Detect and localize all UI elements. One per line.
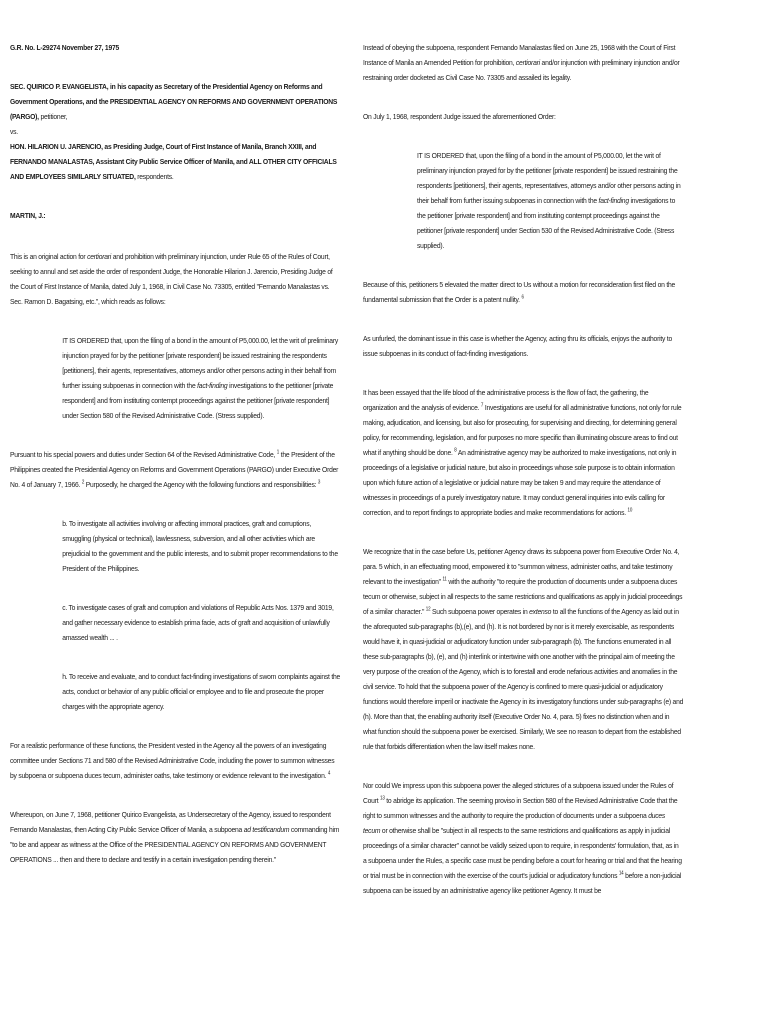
text-run: This is an original action for [10, 252, 88, 261]
footnote-ref[interactable]: 14 [618, 870, 624, 877]
paragraph [10, 249, 340, 309]
right-column [363, 40, 683, 922]
text-run: the President of the Philippines created the Presidential Agency on Reforms and Government Operations (PARGO) under Executive Order No. 4 of January 7, 1966. [10, 450, 339, 489]
ponente: MARTIN, J.: [10, 211, 46, 220]
text-run: or otherwise shall be "subject in all respects to the same restrictions and qualifications as apply in judicial proceedings of a similar character" cannot be validly seized upon to require, in respondents' formulation, that, as in a subpoena under the Rules, a specific case must be pending before a court for hearing or trial and that the hearing or trial must be in connection with the exercise of the court's judicial or adjudicatory functions [363, 826, 682, 880]
text-run: investigations to the petitioner [private respondent] and from instituting contempt proceedings against the petitioner [private respondent] under Section 530 of the Revised Administrative Code. (Stress supplied). [417, 196, 676, 250]
petitioner-label: petitioner, [38, 112, 68, 121]
italic-run: certiorari [515, 58, 540, 67]
paragraph [363, 277, 683, 307]
text-run: and prohibition with preliminary injunction, under Rule 65 of the Rules of Court, seeking to annul and set aside the order of respondent Judge, the Honorable Hilarion J. Jarencio, Presiding Judge of the Court of First Instance of Manila, dated July 1, 1968, in Civil Case No. 73305, entitled "Fernando Manalastas vs. Sec. Ramon D. Bagatsing, etc.", which reads as follows: [10, 252, 333, 306]
paragraph [10, 807, 340, 867]
text-run: with the authority "to require the production of documents under a subpoena duces tecum or otherwise, subject in all respects to the same restrictions and qualifications as apply in judicial proceedings of a similar character." [363, 577, 683, 616]
footnote-ref[interactable]: 1 [276, 449, 280, 456]
block-quote [417, 148, 683, 253]
block-quote: b. To investigate all activities involving or affecting immoral practices, graft and corruptions, smuggling (physical or technical), lawlessness, subversion, and all other activities which are prejudicial to the government and the public interests, and to submit proper recommendations to the President of the Philippines. [62, 519, 338, 573]
paragraph: As unfurled, the dominant issue in this case is whether the Agency, acting thru its officials, enjoys the authority to issue subpoenas in its conduct of fact-finding investigations. [363, 334, 673, 358]
block-quote [62, 333, 340, 423]
text-run: Purposedly, he charged the Agency with the following functions and responsibilities: [84, 480, 318, 489]
text-run: Investigations are useful for all administrative functions, not only for rule making, adjudication, and licensing, but also for prosecuting, for supervising and directing, for determining general policy, for recommending, legislation, and for purposes no more specific than illuminating obscure areas to find out what if anything should be done. [363, 403, 682, 457]
paragraph [10, 738, 340, 783]
text-run: An administrative agency may be authorized to make investigations, not only in proceedings of a legislative or judicial nature, but also in proceedings whose sole purpose is to obtain information upon which future action of a legislative or judicial nature may be taken [363, 448, 677, 487]
text-run: IT IS ORDERED that, upon the filing of a bond in the amount of P5,000.00, let the writ of preliminary injunction prayed for by the petitioner [private respondent] be issued restraining the respondents [petitioners], their agents, representatives, attorneys and/or other persons acting in their behalf from further issuing subpoenas in connection with the [417, 151, 681, 205]
text-run: Nor could We impress upon this subpoena power the alleged strictures of a subpoena issued under the Rules of Court [363, 781, 674, 805]
text-run: It has been essayed that the life blood of the administrative process is the flow of fact, the gathering, the organization and the analysis of evidence. [363, 388, 649, 412]
footnote-ref[interactable]: 13 [380, 795, 385, 802]
italic-run: ad testificandum [243, 825, 290, 834]
text-run: Instead of obeying the subpoena, respondent Fernando Manalastas filed on June 25, 1968 with the Court of First Instance of Manila an Amended Petition for prohibition, [363, 43, 676, 67]
text-run: We recognize that in the case before Us, petitioner Agency draws its subpoena power from Executive Order No. 4, para. 5 which, in an effectuating mood, empowered it to "summon witness, administer oaths, and take testimony relevant to the investigation" [363, 547, 680, 586]
respondent-names: HON. HILARION U. JARENCIO, as Presiding Judge, Court of First Instance of Manila, Branch XXIII, and FERNANDO MANALASTAS, Assistant City Public Service Officer of Manila, and ALL OTHER CITY OFFICIALS AND EMPLOYEES SIMILARLY SITUATED, [10, 142, 337, 181]
footnote-ref[interactable]: 12 [425, 606, 431, 613]
italic-run: fact-finding [598, 196, 629, 205]
footnote-ref[interactable]: 2 [81, 479, 85, 486]
case-parties [10, 79, 340, 184]
paragraph [363, 778, 683, 898]
footnote-ref[interactable]: 10 [627, 507, 633, 514]
text-run: investigations to the petitioner [private respondent] and from instituting contempt proceedings against the petitioner [private respondent] under Section 580 of the Revised Administrative Code. (Stress supplied). [62, 381, 334, 420]
text-run: to abridge its application. The seeming proviso in Section 580 of the Revised Administrative Code that the right to summon witnesses and the authority to require the production of documents under a subpoena [363, 796, 678, 820]
left-column [10, 40, 340, 891]
footnote-ref[interactable]: 4 [327, 770, 331, 777]
paragraph [363, 385, 683, 520]
paragraph: On July 1, 1968, respondent Judge issued the aforementioned Order: [363, 112, 556, 121]
footnote-ref[interactable]: 8 [454, 447, 457, 454]
text-run: For a realistic performance of these functions, the President vested in the Agency all the powers of an investigating committee under Sections 71 and 580 of the Revised Administrative Code, including the power to summon witnesses by subpoena or subpoena duces tecum, administer oaths, take testimony or evidence relevant to the investigation. [10, 741, 335, 780]
block-quote: h. To receive and evaluate, and to conduct fact-finding investigations of sworn complaints against the acts, conduct or behavior of any public official or employee and to file and prosecute the proper charges with the appropriate agency. [62, 672, 341, 711]
text-run: and may require the attendance of witnesses in proceedings of a purely investigatory nature. It may conduct general inquiries into evils calling for correction, and to report findings to appropriate bodies and make recommendations for actions. [363, 478, 665, 517]
footnote-number: 9 [559, 478, 564, 487]
paragraph [363, 40, 683, 85]
italic-run: fact-finding [197, 381, 228, 390]
text-run: and/or injunction with preliminary injunction and/or restraining order docketed as Civil Case No. 73305 and assailed its legality. [363, 58, 680, 82]
footnote-ref[interactable]: 6 [521, 294, 524, 301]
text-run: Because of this, petitioners 5 elevated the matter direct to Us without a motion for reconsideration first filed on the fundamental submission that the Order is a patent nullity. [363, 280, 676, 304]
text-run: before a non-judicial subpoena can be issued by an administrative agency like petitioner Agency. It must be [363, 871, 682, 895]
footnote-ref[interactable]: 3 [317, 479, 321, 486]
case-number: G.R. No. L-29274 November 27, 1975 [10, 43, 120, 52]
paragraph [10, 447, 340, 492]
italic-run: certiorari [87, 252, 112, 261]
versus-label: vs. [10, 127, 18, 136]
italic-run: duces tecum [363, 811, 666, 835]
text-run: Such subpoena power operates in [430, 607, 530, 616]
block-quote: c. To investigate cases of graft and corruption and violations of Republic Acts Nos. 1379 and 3019, and gather necessary evidence to establish prima facie, acts of graft and acquisition of unlawfully amassed wealth ... . [62, 603, 334, 642]
respondent-label: respondents. [135, 172, 174, 181]
footnote-ref[interactable]: 11 [442, 576, 447, 583]
text-run: Pursuant to his special powers and duties under Section 64 of the Revised Administrative Code, [10, 450, 277, 459]
text-run: Whereupon, on June 7, 1968, petitioner Quirico Evangelista, as Undersecretary of the Agency, issued to respondent Fernando Manalastas, then Acting City Public Service Officer of Manila, a subpoena [10, 810, 331, 834]
text-run: commanding him "to be and appear as witness at the Office of the PRESIDENTIAL AGENCY ON REFORMS AND GOVERNMENT OPERATIONS ... then and there to declare and testify in a certain investigation pending therein." [10, 825, 340, 864]
paragraph [363, 544, 683, 754]
text-run: IT IS ORDERED that, upon the filing of a bond in the amount of P5,000.00, let the writ of preliminary injunction prayed for by the petitioner [private respondent] be issued restraining the respondents [petitioners], their agents, representatives, attorneys and/or other persons acting in their behalf from further issuing subpoenas in connection with the [62, 336, 339, 390]
petitioner-names: SEC. QUIRICO P. EVANGELISTA, in his capacity as Secretary of the Presidential Agency on Reforms and Government Operations, and the PRESIDENTIAL AGENCY ON REFORMS AND GOVERNMENT OPERATIONS (PARGO), [10, 82, 338, 121]
footnote-ref[interactable]: 7 [480, 402, 484, 409]
italic-run: extenso [529, 607, 552, 616]
text-run: to all the functions of the Agency as laid out in the aforequoted sub-paragraphs (b),(e), and (h). It is not bordered by nor is it merely exercisable, as respondents would have it, in quasi-judicial or adjudicatory function under sub-paragraph (b). The functions enumerated in all these sub-paragraphs (b), (e), and (h) interlink or intertwine with one another with the principal aim of meeting the very purpose of the creation of the Agency, which is to forestall and erode nefarious activities and anomalies in the civil service. To hold that the subpoena power of the Agency is confined to mere quasi-judicial or adjudicatory functions would therefore imperil or inactivate the Agency in its investigatory functions under sub-paragraphs (e) and (h). More than that, the enabling authority itself (Executive Order No. 4, para. 5) fixes no distinction when and in what function should the subpoena power be exercised. Similarly, We see no reason to depart from the established rule that forbids differentiation when the law itself makes none. [363, 607, 684, 751]
